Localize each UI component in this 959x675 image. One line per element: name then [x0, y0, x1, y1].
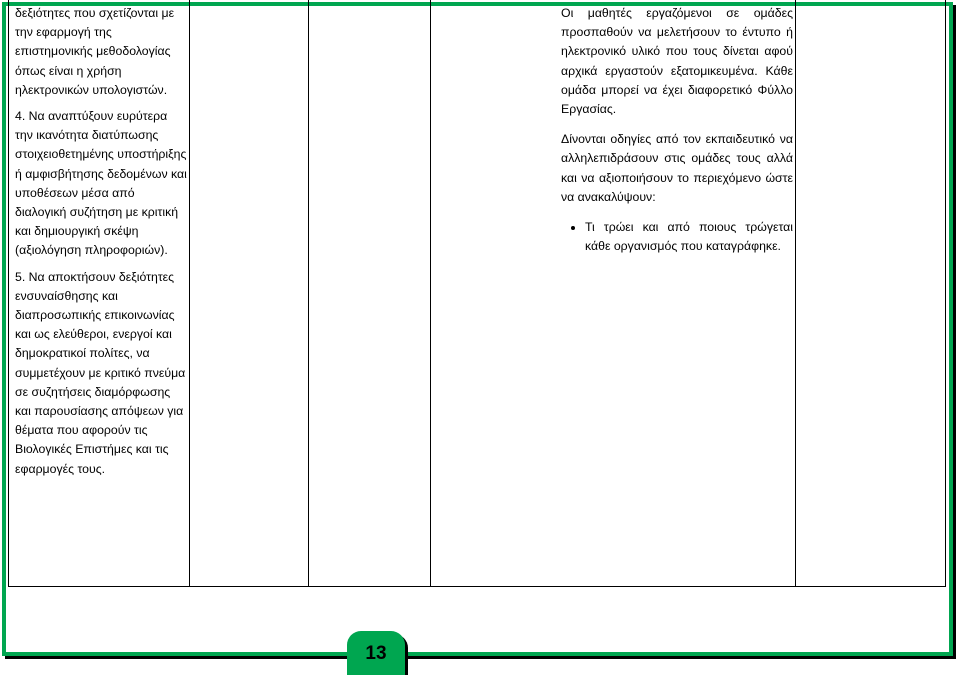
table-cell-empty [796, 0, 945, 586]
objective-paragraph: 4. Να αναπτύξουν ευρύτερα την ικανότητα διατύπωσης στοιχειοθετημένης υποστήριξης ή αμφισβήτησης δεδομένων και υποθέσεων μέσα από διαλογική συζήτηση με κριτική και δημιουργική σκέψη (αξιολόγηση πληροφοριών). [15, 109, 187, 258]
activity-bullet-list [561, 218, 793, 256]
table-cell-activities [431, 0, 796, 586]
content-table [8, 0, 946, 587]
activity-paragraph: Οι μαθητές εργαζόμενοι σε ομάδες προσπαθούν να μελετήσουν το έντυπο ή ηλεκτρονικό υλικό που τους δίνεται αφού αρχικά εργαστούν εξατομικευμένα. Κάθε ομάδα μπορεί να έχει διαφορετικό Φύλλο Εργασίας. [561, 6, 793, 117]
activities-text [561, 4, 793, 256]
objective-paragraph: 5. Να αποκτήσουν δεξιότητες ενσυναίσθησης και διαπροσωπικής επικοινωνίας και ως ελεύθεροι, ενεργοί και δημοκρατικοί πολίτες, να συμμετέχουν με κριτικό πνεύμα σε συζητήσεις διαμόρφωσης και παρουσίασης απόψεων για θέματα που αφορούν τις Βιολογικές Επιστήμες και τις εφαρμογές τους. [15, 269, 186, 476]
objective-paragraph: δεξιότητες που σχετίζονται με την εφαρμογή της επιστημονικής μεθοδολογίας όπως είναι η χρήση ηλεκτρονικών υπολογιστών. [15, 6, 175, 97]
page-number: 13 [365, 643, 387, 664]
table-cell-empty [190, 0, 309, 586]
table-cell-empty [309, 0, 431, 586]
table-cell-objectives [9, 0, 190, 586]
bullet-item: • Τι τρώει και από ποιους τρώγεται κάθε οργανισμός που καταγράφηκε. [585, 218, 793, 256]
page-number-badge [347, 631, 405, 675]
objectives-text [15, 4, 187, 486]
activity-paragraph: Δίνονται οδηγίες από τον εκπαιδευτικό να αλληλεπιδράσουν στις ομάδες τους αλλά και να αξιοποιήσουν το περιεχόμενο ώστε να ανακαλύψουν: [561, 132, 793, 204]
